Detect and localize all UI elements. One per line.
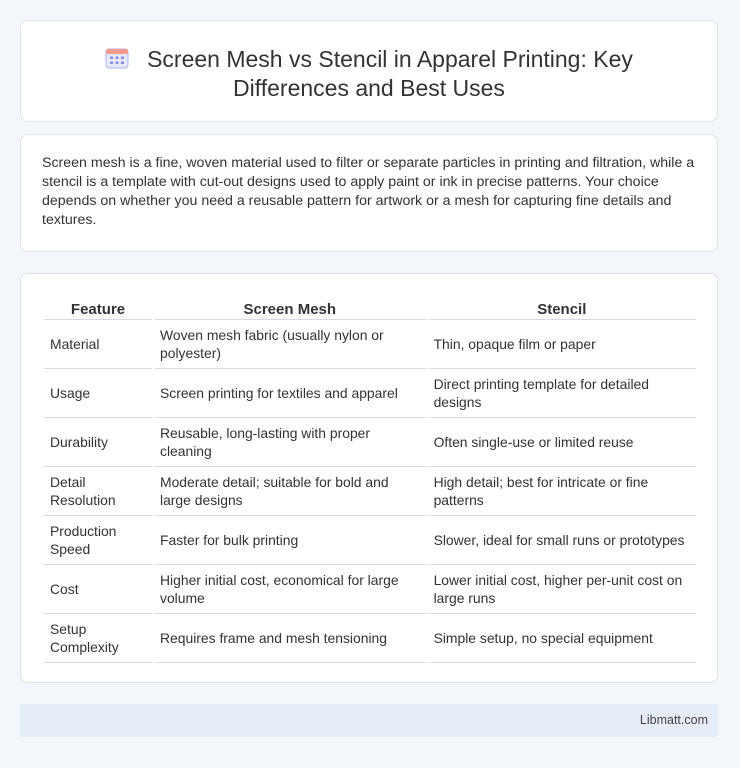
title-line-2: Differences and Best Uses — [233, 75, 505, 101]
header-stencil: Stencil — [428, 296, 696, 320]
header-screen-mesh: Screen Mesh — [154, 296, 426, 320]
table-row — [44, 516, 696, 565]
header-feature: Feature — [44, 296, 152, 320]
screen-mesh-cell: Moderate detail; suitable for bold and large designs — [154, 467, 426, 516]
stencil-cell: High detail; best for intricate or fine patterns — [428, 467, 696, 516]
screen-mesh-cell: Requires frame and mesh tensioning — [154, 614, 426, 663]
screen-mesh-cell: Faster for bulk printing — [154, 516, 426, 565]
footer — [20, 704, 718, 737]
intro-paragraph: Screen mesh is a fine, woven material used to filter or separate particles in printing and filtration, while a stencil is a template with cut-out designs used to apply paint or ink in precise patterns. Your choice depends on whether you need a reusable pattern for artwork or a mesh for capturing fine details and textures. — [42, 155, 695, 228]
intro-card — [20, 134, 718, 252]
comparison-table — [42, 296, 698, 663]
feature-cell: Material — [44, 320, 152, 369]
stencil-cell: Direct printing template for detailed designs — [428, 369, 696, 418]
screen-mesh-cell: Reusable, long-lasting with proper cleaning — [154, 418, 426, 467]
feature-cell: Detail Resolution — [44, 467, 152, 516]
feature-cell: Setup Complexity — [44, 614, 152, 663]
table-row — [44, 320, 696, 369]
title-line-1: Screen Mesh vs Stencil in Apparel Printing: Key — [147, 46, 633, 72]
stencil-cell: Slower, ideal for small runs or prototypes — [428, 516, 696, 565]
comparison-table-card — [20, 273, 718, 683]
title-card — [20, 20, 718, 122]
stencil-cell: Often single-use or limited reuse — [428, 418, 696, 467]
table-row — [44, 565, 696, 614]
table-row — [44, 418, 696, 467]
stencil-cell: Lower initial cost, higher per-unit cost on large runs — [428, 565, 696, 614]
feature-cell: Production Speed — [44, 516, 152, 565]
page-title — [21, 45, 717, 103]
table-row — [44, 467, 696, 516]
screen-mesh-cell: Higher initial cost, economical for large volume — [154, 565, 426, 614]
table-row — [44, 614, 696, 663]
calendar-icon — [105, 47, 129, 69]
table-row — [44, 369, 696, 418]
table-header-row — [44, 296, 696, 320]
footer-brand-link[interactable]: Libmatt.com — [639, 713, 708, 727]
feature-cell: Cost — [44, 565, 152, 614]
feature-cell: Usage — [44, 369, 152, 418]
feature-cell: Durability — [44, 418, 152, 467]
stencil-cell: Simple setup, no special equipment — [428, 614, 696, 663]
stencil-cell: Thin, opaque film or paper — [428, 320, 696, 369]
screen-mesh-cell: Screen printing for textiles and apparel — [154, 369, 426, 418]
screen-mesh-cell: Woven mesh fabric (usually nylon or polyester) — [154, 320, 426, 369]
